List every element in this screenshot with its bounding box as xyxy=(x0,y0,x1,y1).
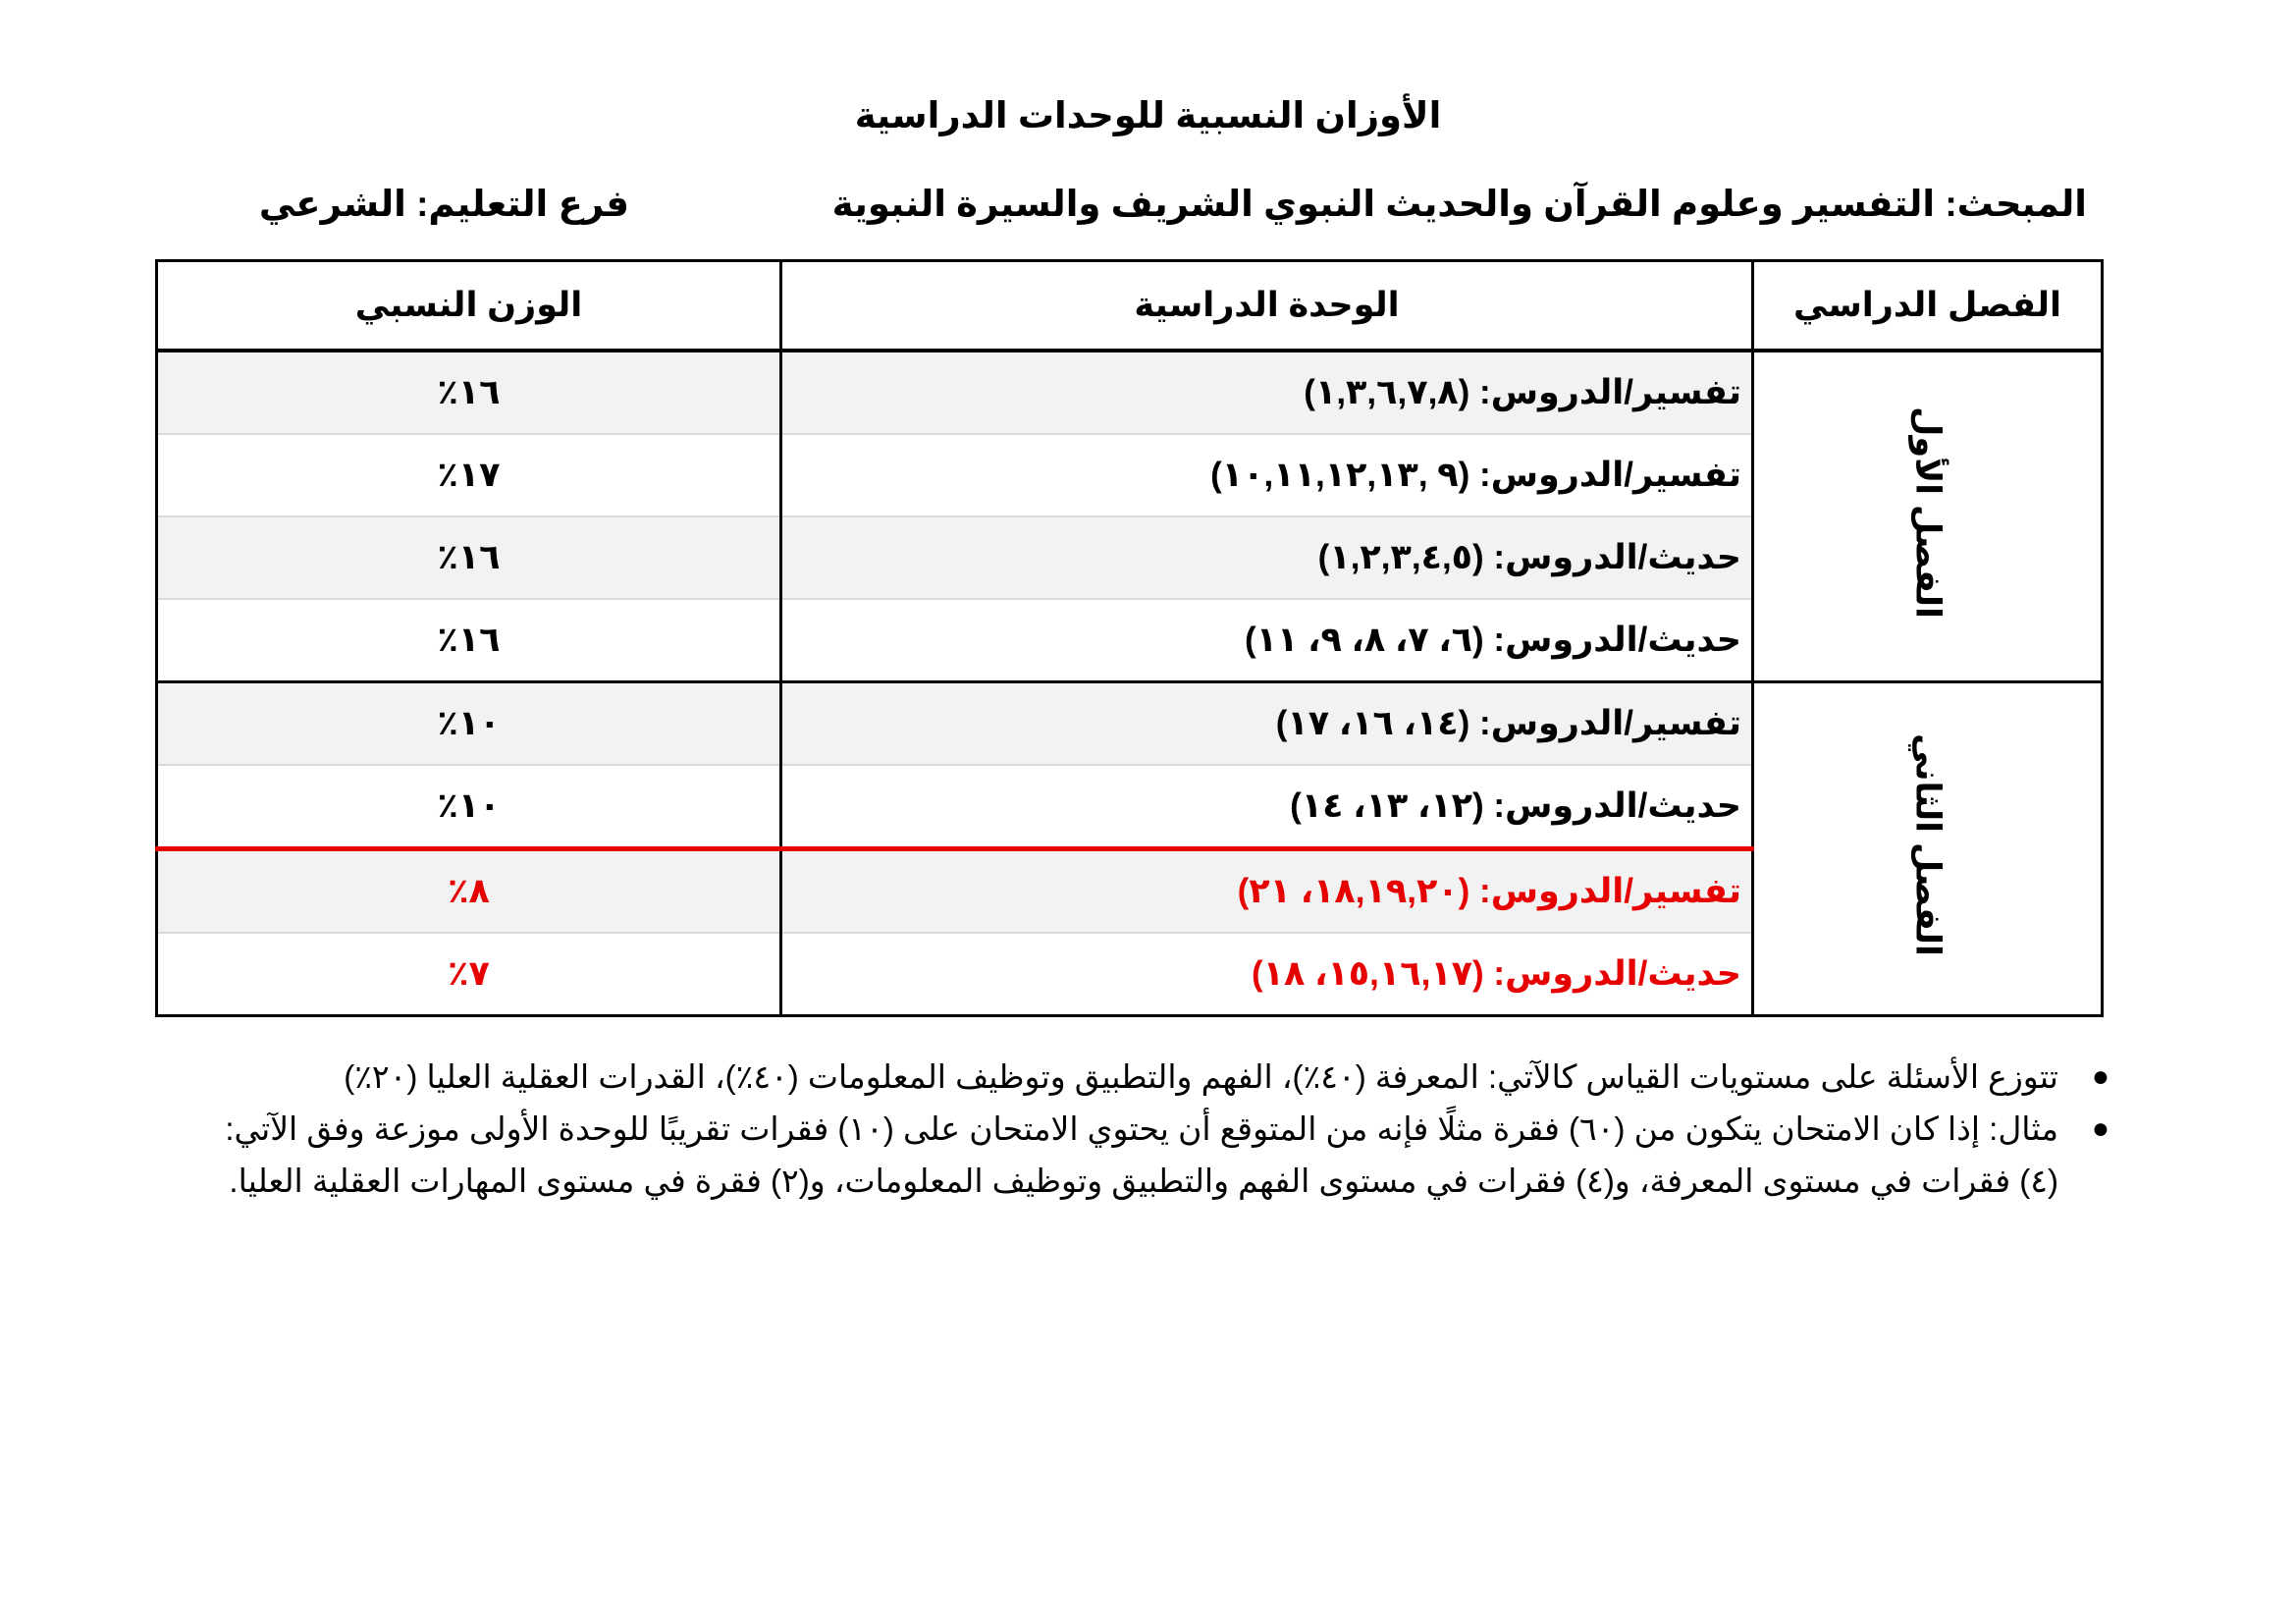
weight-cell: ١٦٪ xyxy=(157,351,781,434)
branch-label: فرع التعليم: الشرعي xyxy=(258,184,629,224)
header-unit: الوحدة الدراسية xyxy=(781,261,1753,352)
weight-cell: ١٠٪ xyxy=(157,682,781,766)
bullet-icon: ● xyxy=(2091,1112,2109,1145)
note-item xyxy=(196,1103,2109,1207)
note-text: مثال: إذا كان الامتحان يتكون من (٦٠) فقرة مثلًا فإنه من المتوقع أن يحتوي الامتحان على (١٠) فقرات تقريبًا للوحدة الأولى موزعة وفق الآتي: (٤) فقرات في مستوى المعرفة، و(٤) فقرات في مستوى الفهم والتطبيق وتوظيف المعلومات، و(٢) فقرة في مستوى المهارات العقلية العليا. xyxy=(225,1110,2058,1199)
unit-cell: حديث/الدروس: (١٥,١٦,١٧، ١٨) xyxy=(781,933,1753,1016)
notes-list xyxy=(196,1051,2109,1207)
weight-cell: ٨٪ xyxy=(157,849,781,934)
page-title: الأوزان النسبية للوحدات الدراسية xyxy=(854,95,1442,135)
header-term: الفصل الدراسي xyxy=(1753,261,2103,352)
table-row xyxy=(157,682,2103,766)
subject-label: المبحث: التفسير وعلوم القرآن والحديث النبوي الشريف والسيرة النبوية xyxy=(831,184,2087,224)
weight-cell: ١٧٪ xyxy=(157,434,781,516)
weight-cell: ١٦٪ xyxy=(157,516,781,599)
unit-cell: حديث/الدروس: (١٢، ١٣، ١٤) xyxy=(781,765,1753,849)
note-text: تتوزع الأسئلة على مستويات القياس كالآتي: المعرفة (٤٠٪)، الفهم والتطبيق وتوظيف المعلومات (٤٠٪)، القدرات العقلية العليا (٢٠٪) xyxy=(344,1058,2058,1095)
unit-cell: حديث/الدروس: (١,٢,٣,٤,٥) xyxy=(781,516,1753,599)
bullet-icon: ● xyxy=(2091,1060,2109,1093)
weight-cell: ٧٪ xyxy=(157,933,781,1016)
term-label-first: الفصل الأول xyxy=(1908,406,1948,619)
weights-table xyxy=(155,259,2104,1017)
unit-cell: حديث/الدروس: (٦، ٧، ٨، ٩، ١١) xyxy=(781,599,1753,682)
table-row xyxy=(157,351,2103,434)
term-cell-second xyxy=(1753,682,2103,1016)
unit-cell: تفسير/الدروس: (١٤، ١٦، ١٧) xyxy=(781,682,1753,766)
weight-cell: ١٠٪ xyxy=(157,765,781,849)
header-weight: الوزن النسبي xyxy=(157,261,781,352)
unit-cell: تفسير/الدروس: (٩ ,١٠,١١,١٢,١٣) xyxy=(781,434,1753,516)
unit-cell: تفسير/الدروس: (١,٣,٦,٧,٨) xyxy=(781,351,1753,434)
term-cell-first xyxy=(1753,351,2103,682)
weight-cell: ١٦٪ xyxy=(157,599,781,682)
note-item xyxy=(196,1051,2109,1103)
table-header-row xyxy=(157,261,2103,352)
unit-cell: تفسير/الدروس: (١٨,١٩,٢٠، ٢١) xyxy=(781,849,1753,934)
term-label-second: الفصل الثاني xyxy=(1908,732,1948,956)
